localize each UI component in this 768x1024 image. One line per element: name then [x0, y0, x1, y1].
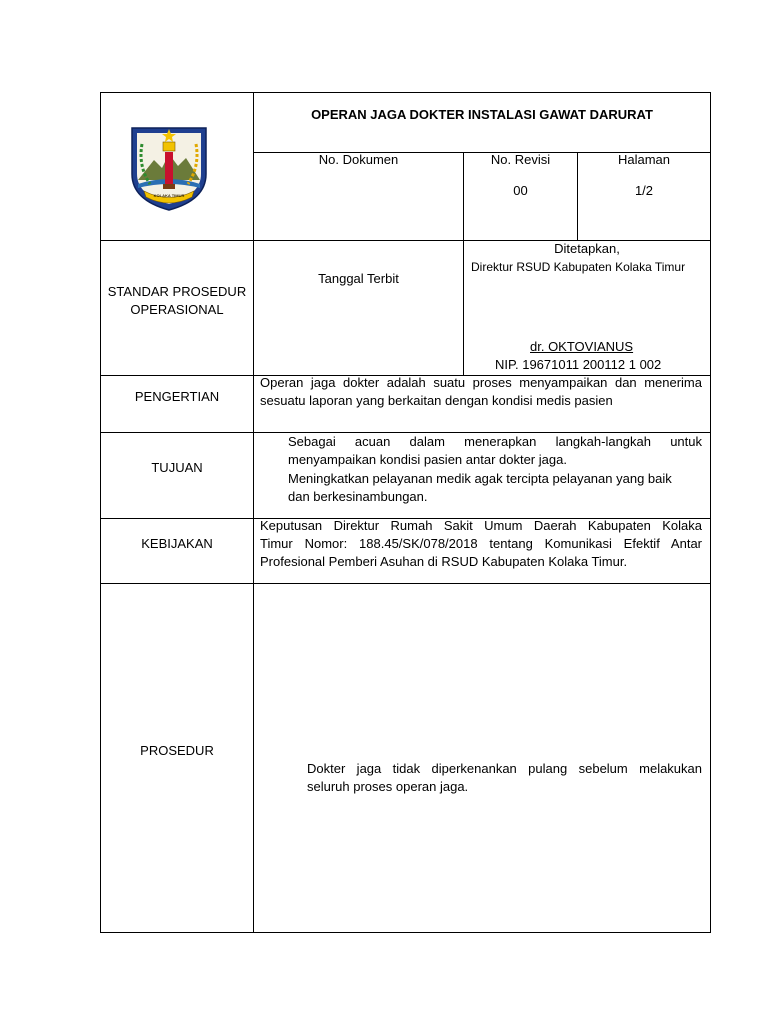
no-dokumen-label: No. Dokumen — [318, 152, 399, 167]
no-revisi-label: No. Revisi — [490, 152, 551, 167]
ditetapkan-label: Ditetapkan, — [554, 241, 620, 256]
tujuan-item1-line2: menyampaikan kondisi pasien antar dokter jaga. — [288, 452, 567, 467]
table-border-left — [100, 92, 101, 933]
prosedur-label: PROSEDUR — [140, 743, 214, 758]
logo-caption: KOLAKA TIMUR — [153, 193, 185, 198]
kebijakan-text-line1: Keputusan Direktur Rumah Sakit Umum Daerah Kabupaten Kolaka — [260, 518, 702, 533]
table-border-bottom — [100, 932, 711, 933]
label-column-divider — [253, 92, 254, 933]
document-title: OPERAN JAGA DOKTER INSTALASI GAWAT DARURAT — [311, 107, 653, 122]
table-border-top — [100, 92, 711, 93]
direktur-title: Direktur RSUD Kabupaten Kolaka Timur — [471, 260, 686, 274]
prosedur-text-line2: seluruh proses operan jaga. — [307, 779, 469, 794]
kebijakan-text-line3: Profesional Pemberi Asuhan di RSUD Kabupaten Kolaka Timur. — [260, 554, 628, 569]
halaman-value: 1/2 — [634, 183, 654, 198]
sop-label-line1: STANDAR PROSEDUR — [107, 284, 247, 299]
row-divider-prosedur — [100, 583, 711, 584]
no-revisi-value: 00 — [513, 183, 528, 198]
signatory-name: dr. OKTOVIANUS — [530, 339, 634, 354]
tujuan-item2-line2: dan berkesinambungan. — [288, 489, 428, 504]
tujuan-item1-line1: Sebagai acuan dalam menerapkan langkah-langkah untuk — [288, 434, 702, 449]
kebijakan-label: KEBIJAKAN — [141, 536, 213, 551]
prosedur-text-line1: Dokter jaga tidak diperkenankan pulang sebelum melakukan — [307, 761, 702, 776]
halaman-label: Halaman — [617, 152, 671, 167]
tujuan-label: TUJUAN — [151, 460, 203, 475]
signatory-nip: NIP. 19671011 200112 1 002 — [495, 357, 662, 372]
sop-label-line2: OPERASIONAL — [130, 302, 224, 317]
table-border-right — [710, 92, 711, 933]
tanggal-terbit-label: Tanggal Terbit — [318, 271, 399, 286]
pengertian-text-line1: Operan jaga dokter adalah suatu proses menyampaikan dan menerima — [260, 375, 702, 390]
pengertian-text-line2: sesuatu laporan yang berkaitan dengan kondisi medis pasien — [260, 393, 613, 408]
tujuan-item2-line1: Meningkatkan pelayanan medik agak tercipta pelayanan yang baik — [288, 471, 672, 486]
pengertian-label: PENGERTIAN — [134, 389, 220, 404]
kebijakan-text-line2: Timur Nomor: 188.45/SK/078/2018 tentang Komunikasi Efektif Antar — [260, 536, 702, 551]
kolaka-timur-emblem-icon — [128, 124, 210, 212]
